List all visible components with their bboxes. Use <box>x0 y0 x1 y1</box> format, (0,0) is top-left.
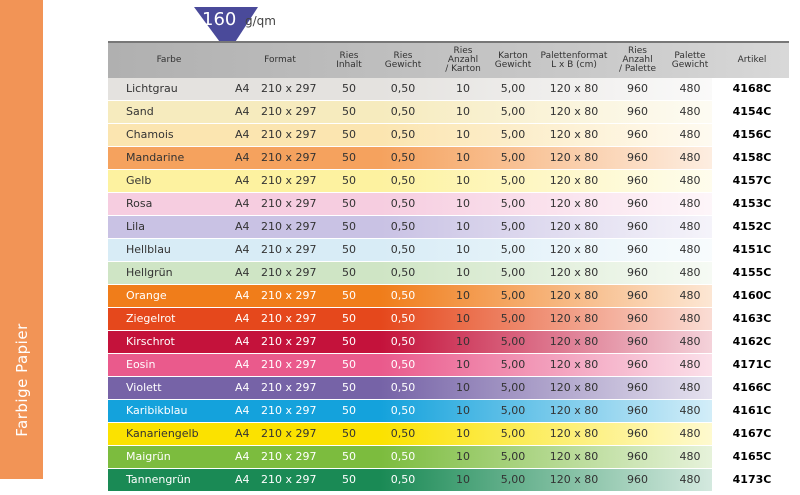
karton-gewicht: 5,00 <box>500 197 526 210</box>
artikel-number: 4152C <box>722 216 782 238</box>
ries-inhalt: 50 <box>342 358 356 371</box>
karton-gewicht: 5,00 <box>500 381 526 394</box>
format: A4 <box>235 151 250 164</box>
palettenformat: 120 x 80 <box>549 358 599 371</box>
ries-anzahl-palette: 960 <box>627 473 648 486</box>
format: A4 <box>235 312 250 325</box>
ries-anzahl-karton: 10 <box>456 197 470 210</box>
color-name: Tannengrün <box>126 473 191 486</box>
ries-gewicht: 0,50 <box>390 289 416 302</box>
table-row <box>108 446 789 469</box>
ries-inhalt: 50 <box>342 151 356 164</box>
ries-anzahl-karton: 10 <box>456 358 470 371</box>
ries-gewicht: 0,50 <box>390 105 416 118</box>
header-ries-inhalt: Ries Inhalt <box>336 50 362 70</box>
dimensions: 210 x 297 <box>261 312 317 325</box>
ries-anzahl-karton: 10 <box>456 427 470 440</box>
artikel-number: 4161C <box>722 400 782 422</box>
ries-anzahl-karton: 10 <box>456 473 470 486</box>
ries-anzahl-palette: 960 <box>627 427 648 440</box>
palettenformat: 120 x 80 <box>549 105 599 118</box>
side-label: Farbige Papier <box>13 323 31 437</box>
ries-anzahl-karton: 10 <box>456 82 470 95</box>
table-body <box>108 78 789 492</box>
color-name: Hellblau <box>126 243 171 256</box>
format: A4 <box>235 220 250 233</box>
color-name: Sand <box>126 105 154 118</box>
dimensions: 210 x 297 <box>261 105 317 118</box>
ries-anzahl-palette: 960 <box>627 335 648 348</box>
palette-gewicht: 480 <box>679 174 701 187</box>
palette-gewicht: 480 <box>679 82 701 95</box>
ries-anzahl-palette: 960 <box>627 197 648 210</box>
ries-anzahl-karton: 10 <box>456 266 470 279</box>
color-name: Mandarine <box>126 151 185 164</box>
ries-anzahl-karton: 10 <box>456 243 470 256</box>
format: A4 <box>235 105 250 118</box>
table-row <box>108 193 789 216</box>
palettenformat: 120 x 80 <box>549 473 599 486</box>
color-name: Lila <box>126 220 145 233</box>
palettenformat: 120 x 80 <box>549 197 599 210</box>
palette-gewicht: 480 <box>679 289 701 302</box>
ries-anzahl-palette: 960 <box>627 312 648 325</box>
ries-gewicht: 0,50 <box>390 358 416 371</box>
format: A4 <box>235 197 250 210</box>
header-ries-anzahl-palette: Ries Anzahl / Palette <box>618 46 657 74</box>
format: A4 <box>235 450 250 463</box>
ries-anzahl-palette: 960 <box>627 220 648 233</box>
ries-anzahl-palette: 960 <box>627 404 648 417</box>
palette-gewicht: 480 <box>679 335 701 348</box>
ries-inhalt: 50 <box>342 312 356 325</box>
table-row <box>108 377 789 400</box>
artikel-number: 4168C <box>722 78 782 100</box>
palette-gewicht: 480 <box>679 151 701 164</box>
palette-gewicht: 480 <box>679 404 701 417</box>
weight-unit: g/qm <box>245 14 276 28</box>
ries-anzahl-karton: 10 <box>456 174 470 187</box>
color-name: Eosin <box>126 358 156 371</box>
color-name: Orange <box>126 289 167 302</box>
header-farbe: Farbe <box>156 55 182 65</box>
format: A4 <box>235 266 250 279</box>
artikel-number: 4158C <box>722 147 782 169</box>
table-row <box>108 78 789 101</box>
ries-gewicht: 0,50 <box>390 243 416 256</box>
dimensions: 210 x 297 <box>261 220 317 233</box>
color-name: Chamois <box>126 128 174 141</box>
color-name: Rosa <box>126 197 153 210</box>
karton-gewicht: 5,00 <box>500 174 526 187</box>
ries-anzahl-karton: 10 <box>456 450 470 463</box>
color-name: Kanariengelb <box>126 427 199 440</box>
ries-gewicht: 0,50 <box>390 266 416 279</box>
format: A4 <box>235 381 250 394</box>
color-name: Maigrün <box>126 450 171 463</box>
karton-gewicht: 5,00 <box>500 151 526 164</box>
ries-anzahl-karton: 10 <box>456 335 470 348</box>
ries-inhalt: 50 <box>342 197 356 210</box>
ries-gewicht: 0,50 <box>390 427 416 440</box>
table-row <box>108 147 789 170</box>
artikel-number: 4162C <box>722 331 782 353</box>
table-row <box>108 239 789 262</box>
karton-gewicht: 5,00 <box>500 335 526 348</box>
format: A4 <box>235 128 250 141</box>
dimensions: 210 x 297 <box>261 266 317 279</box>
ries-anzahl-palette: 960 <box>627 381 648 394</box>
ries-anzahl-palette: 960 <box>627 289 648 302</box>
artikel-number: 4167C <box>722 423 782 445</box>
ries-inhalt: 50 <box>342 335 356 348</box>
ries-anzahl-karton: 10 <box>456 128 470 141</box>
dimensions: 210 x 297 <box>261 335 317 348</box>
palettenformat: 120 x 80 <box>549 82 599 95</box>
format: A4 <box>235 404 250 417</box>
artikel-number: 4163C <box>722 308 782 330</box>
ries-inhalt: 50 <box>342 404 356 417</box>
color-name: Hellgrün <box>126 266 173 279</box>
ries-anzahl-palette: 960 <box>627 450 648 463</box>
ries-gewicht: 0,50 <box>390 82 416 95</box>
artikel-number: 4155C <box>722 262 782 284</box>
ries-inhalt: 50 <box>342 427 356 440</box>
palette-gewicht: 480 <box>679 312 701 325</box>
table-row <box>108 101 789 124</box>
ries-anzahl-palette: 960 <box>627 243 648 256</box>
palette-gewicht: 480 <box>679 427 701 440</box>
ries-anzahl-palette: 960 <box>627 151 648 164</box>
artikel-number: 4154C <box>722 101 782 123</box>
header-artikel: Artikel <box>737 55 767 65</box>
palette-gewicht: 480 <box>679 243 701 256</box>
table-row <box>108 262 789 285</box>
header-palettenformat: Palettenformat L x B (cm) <box>540 50 608 70</box>
ries-anzahl-palette: 960 <box>627 128 648 141</box>
palettenformat: 120 x 80 <box>549 174 599 187</box>
dimensions: 210 x 297 <box>261 358 317 371</box>
format: A4 <box>235 473 250 486</box>
header-format: Format <box>264 55 296 65</box>
palette-gewicht: 480 <box>679 220 701 233</box>
karton-gewicht: 5,00 <box>500 404 526 417</box>
karton-gewicht: 5,00 <box>500 289 526 302</box>
artikel-number: 4166C <box>722 377 782 399</box>
dimensions: 210 x 297 <box>261 427 317 440</box>
palettenformat: 120 x 80 <box>549 243 599 256</box>
header-ries-gewicht: Ries Gewicht <box>384 50 422 70</box>
palette-gewicht: 480 <box>679 105 701 118</box>
dimensions: 210 x 297 <box>261 473 317 486</box>
ries-inhalt: 50 <box>342 105 356 118</box>
table-header <box>108 41 789 78</box>
palette-gewicht: 480 <box>679 197 701 210</box>
ries-inhalt: 50 <box>342 381 356 394</box>
karton-gewicht: 5,00 <box>500 427 526 440</box>
artikel-number: 4156C <box>722 124 782 146</box>
palettenformat: 120 x 80 <box>549 381 599 394</box>
table-row <box>108 170 789 193</box>
karton-gewicht: 5,00 <box>500 105 526 118</box>
ries-anzahl-karton: 10 <box>456 312 470 325</box>
karton-gewicht: 5,00 <box>500 220 526 233</box>
format: A4 <box>235 243 250 256</box>
table-row <box>108 400 789 423</box>
ries-gewicht: 0,50 <box>390 128 416 141</box>
dimensions: 210 x 297 <box>261 82 317 95</box>
side-tab <box>0 0 43 479</box>
dimensions: 210 x 297 <box>261 197 317 210</box>
palettenformat: 120 x 80 <box>549 289 599 302</box>
ries-anzahl-palette: 960 <box>627 358 648 371</box>
artikel-number: 4173C <box>722 469 782 491</box>
palette-gewicht: 480 <box>679 450 701 463</box>
palette-gewicht: 480 <box>679 128 701 141</box>
format: A4 <box>235 335 250 348</box>
karton-gewicht: 5,00 <box>500 450 526 463</box>
ries-inhalt: 50 <box>342 473 356 486</box>
ries-gewicht: 0,50 <box>390 381 416 394</box>
header-karton-gewicht: Karton Gewicht <box>494 50 532 70</box>
ries-inhalt: 50 <box>342 266 356 279</box>
ries-anzahl-palette: 960 <box>627 266 648 279</box>
table-row <box>108 423 789 446</box>
ries-inhalt: 50 <box>342 289 356 302</box>
table-row <box>108 216 789 239</box>
ries-anzahl-palette: 960 <box>627 82 648 95</box>
ries-inhalt: 50 <box>342 220 356 233</box>
ries-anzahl-palette: 960 <box>627 105 648 118</box>
color-name: Kirschrot <box>126 335 175 348</box>
format: A4 <box>235 82 250 95</box>
artikel-number: 4160C <box>722 285 782 307</box>
ries-inhalt: 50 <box>342 174 356 187</box>
palettenformat: 120 x 80 <box>549 427 599 440</box>
table-row <box>108 285 789 308</box>
ries-gewicht: 0,50 <box>390 450 416 463</box>
dimensions: 210 x 297 <box>261 450 317 463</box>
table-row <box>108 331 789 354</box>
format: A4 <box>235 427 250 440</box>
table-row <box>108 308 789 331</box>
artikel-number: 4151C <box>722 239 782 261</box>
format: A4 <box>235 174 250 187</box>
ries-inhalt: 50 <box>342 128 356 141</box>
palettenformat: 120 x 80 <box>549 220 599 233</box>
color-name: Ziegelrot <box>126 312 176 325</box>
ries-gewicht: 0,50 <box>390 220 416 233</box>
product-table <box>108 41 789 492</box>
dimensions: 210 x 297 <box>261 381 317 394</box>
ries-anzahl-karton: 10 <box>456 151 470 164</box>
color-name: Karibikblau <box>126 404 188 417</box>
dimensions: 210 x 297 <box>261 404 317 417</box>
ries-anzahl-karton: 10 <box>456 381 470 394</box>
header-palette-gewicht: Palette Gewicht <box>671 50 709 70</box>
ries-gewicht: 0,50 <box>390 174 416 187</box>
dimensions: 210 x 297 <box>261 128 317 141</box>
artikel-number: 4171C <box>722 354 782 376</box>
palettenformat: 120 x 80 <box>549 128 599 141</box>
palette-gewicht: 480 <box>679 381 701 394</box>
ries-inhalt: 50 <box>342 450 356 463</box>
karton-gewicht: 5,00 <box>500 82 526 95</box>
karton-gewicht: 5,00 <box>500 128 526 141</box>
karton-gewicht: 5,00 <box>500 358 526 371</box>
artikel-number: 4153C <box>722 193 782 215</box>
ries-gewicht: 0,50 <box>390 404 416 417</box>
format: A4 <box>235 358 250 371</box>
dimensions: 210 x 297 <box>261 174 317 187</box>
ries-gewicht: 0,50 <box>390 335 416 348</box>
table-row <box>108 354 789 377</box>
ries-gewicht: 0,50 <box>390 312 416 325</box>
format: A4 <box>235 289 250 302</box>
ries-anzahl-karton: 10 <box>456 404 470 417</box>
karton-gewicht: 5,00 <box>500 243 526 256</box>
color-name: Lichtgrau <box>126 82 178 95</box>
palette-gewicht: 480 <box>679 266 701 279</box>
table-row <box>108 469 789 492</box>
weight-value: 160 <box>202 9 237 30</box>
palettenformat: 120 x 80 <box>549 450 599 463</box>
color-name: Gelb <box>126 174 152 187</box>
palette-gewicht: 480 <box>679 358 701 371</box>
color-name: Violett <box>126 381 162 394</box>
dimensions: 210 x 297 <box>261 151 317 164</box>
dimensions: 210 x 297 <box>261 289 317 302</box>
palettenformat: 120 x 80 <box>549 335 599 348</box>
ries-gewicht: 0,50 <box>390 197 416 210</box>
palettenformat: 120 x 80 <box>549 266 599 279</box>
palettenformat: 120 x 80 <box>549 312 599 325</box>
palettenformat: 120 x 80 <box>549 404 599 417</box>
ries-gewicht: 0,50 <box>390 473 416 486</box>
ries-anzahl-karton: 10 <box>456 220 470 233</box>
karton-gewicht: 5,00 <box>500 312 526 325</box>
karton-gewicht: 5,00 <box>500 473 526 486</box>
ries-inhalt: 50 <box>342 243 356 256</box>
ries-anzahl-palette: 960 <box>627 174 648 187</box>
dimensions: 210 x 297 <box>261 243 317 256</box>
ries-anzahl-karton: 10 <box>456 105 470 118</box>
header-ries-anzahl-karton: Ries Anzahl / Karton <box>445 46 481 74</box>
ries-anzahl-karton: 10 <box>456 289 470 302</box>
artikel-number: 4157C <box>722 170 782 192</box>
karton-gewicht: 5,00 <box>500 266 526 279</box>
ries-gewicht: 0,50 <box>390 151 416 164</box>
palettenformat: 120 x 80 <box>549 151 599 164</box>
table-row <box>108 124 789 147</box>
ries-inhalt: 50 <box>342 82 356 95</box>
palette-gewicht: 480 <box>679 473 701 486</box>
artikel-number: 4165C <box>722 446 782 468</box>
